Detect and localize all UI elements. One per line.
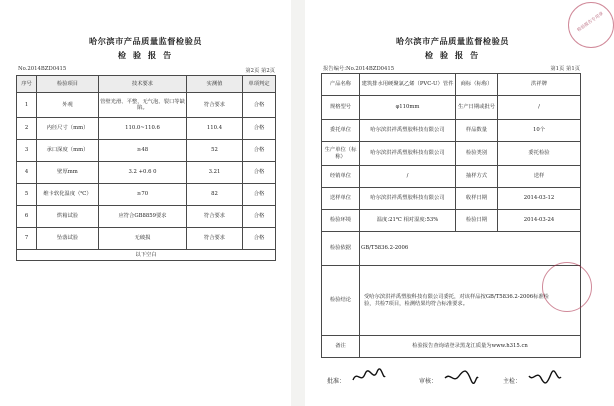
table-end-row	[17, 250, 276, 261]
row-item: 外观	[37, 93, 99, 118]
info-row	[322, 142, 581, 166]
sampling-method-label: 抽样方式	[456, 166, 498, 188]
row-item: 维卡软化温度（℃）	[37, 184, 99, 206]
row-measured: 3.21	[187, 162, 243, 184]
row-item: 坠落试验	[37, 228, 99, 250]
model-label: 规格型号	[322, 96, 360, 120]
info-row	[322, 210, 581, 232]
table-row	[17, 206, 276, 228]
model-value: φ110mm	[360, 96, 456, 120]
info-row	[322, 120, 581, 142]
row-item: 内径尺寸（mm）	[37, 118, 99, 140]
blank-below-note: 以下空白	[17, 250, 276, 261]
received-date-label: 收样日期	[456, 188, 498, 210]
info-row	[322, 96, 581, 120]
brand-label: 商标（标称）	[456, 74, 498, 96]
production-date-label: 生产日期或批号	[456, 96, 498, 120]
row-measured: 符合要求	[187, 93, 243, 118]
seal-text: 检验报告专用章	[576, 11, 605, 34]
header-requirement: 技术要求	[99, 76, 187, 93]
test-type-label: 检验类别	[456, 142, 498, 166]
table-header-row	[17, 76, 276, 93]
inspector-signature	[527, 368, 563, 386]
row-requirement: ≥48	[99, 140, 187, 162]
header-measured: 实测值	[187, 76, 243, 93]
row-item: 烘箱试验	[37, 206, 99, 228]
report-number: 报告编号:No.2014BZD0415	[323, 66, 395, 72]
table-row	[17, 140, 276, 162]
info-row	[322, 166, 581, 188]
approver-signature	[351, 368, 387, 386]
row-judgement: 合格	[243, 228, 276, 250]
row-requirement: 3.2 +0.6 0	[99, 162, 187, 184]
row-measured: 符合要求	[187, 206, 243, 228]
production-date-value: /	[498, 96, 581, 120]
row-judgement: 合格	[243, 162, 276, 184]
test-type-value: 委托检验	[498, 142, 581, 166]
row-judgement: 合格	[243, 184, 276, 206]
row-item: 承口深度（mm）	[37, 140, 99, 162]
environment-value: 温度:21℃ 相对湿度:53%	[360, 210, 456, 232]
received-date-value: 2014-03-12	[498, 188, 581, 210]
page-number: 第1页 第1页	[550, 66, 580, 72]
table-row	[17, 184, 276, 206]
conclusion-label: 检验结论	[322, 266, 360, 336]
maker-label: 生产单位（标称）	[322, 142, 360, 166]
remark-value: 检验报告查询请登录黑龙江质量为www.h315.cn	[360, 336, 581, 358]
brand-value: 洪祥牌	[498, 74, 581, 96]
inspector-label: 主检：	[503, 378, 522, 385]
row-no: 7	[17, 228, 37, 250]
maker-value: 哈尔滨洪祥禹塑胶科技有限公司	[360, 142, 456, 166]
header-no: 序号	[17, 76, 37, 93]
left-report-page	[0, 0, 291, 406]
basis-label: 检验依据	[322, 232, 360, 266]
info-row	[322, 188, 581, 210]
row-requirement: 110.0~110.6	[99, 118, 187, 140]
official-seal	[542, 262, 592, 312]
row-judgement: 合格	[243, 118, 276, 140]
environment-label: 检验环境	[322, 210, 360, 232]
info-row	[322, 266, 581, 336]
product-label: 产品名称	[322, 74, 360, 96]
row-no: 4	[17, 162, 37, 184]
row-requirement: ≥70	[99, 184, 187, 206]
row-measured: 110.4	[187, 118, 243, 140]
row-requirement: 管壁光滑、平整，无气泡、裂口等缺陷。	[99, 93, 187, 118]
test-items-table	[16, 75, 276, 261]
basis-value: GB/T5836.2-2006	[360, 232, 581, 266]
remark-label: 备注	[322, 336, 360, 358]
info-row	[322, 336, 581, 358]
row-requirement: 应符合GB8859要求	[99, 206, 187, 228]
header-judgement: 单项判定	[243, 76, 276, 93]
row-judgement: 合格	[243, 140, 276, 162]
row-measured: 52	[187, 140, 243, 162]
report-info-table	[321, 73, 581, 358]
info-row	[322, 232, 581, 266]
conclusion-value: 受哈尔滨洪祥禹塑胶科技有限公司委托，对该样品按GB/T5836.2-2006标准检验，共检7项目，检测结果均符合标准要求。	[360, 266, 581, 336]
sender-label: 送样单位	[322, 188, 360, 210]
test-date-label: 检验日期	[456, 210, 498, 232]
header-item: 检验项目	[37, 76, 99, 93]
info-row	[322, 74, 581, 96]
seller-label: 经销单位	[322, 166, 360, 188]
review-label: 审核：	[419, 378, 438, 385]
sample-qty-value: 10个	[498, 120, 581, 142]
org-title: 哈尔滨市产品质量监督检验员	[396, 36, 509, 46]
report-title: 检 验 报 告	[117, 50, 174, 60]
row-no: 1	[17, 93, 37, 118]
row-measured: 82	[187, 184, 243, 206]
row-item: 壁厚mm	[37, 162, 99, 184]
row-requirement: 无破损	[99, 228, 187, 250]
reviewer-signature	[443, 368, 479, 386]
table-row	[17, 228, 276, 250]
client-label: 委托单位	[322, 120, 360, 142]
row-judgement: 合格	[243, 93, 276, 118]
page-number: 第2页 第2页	[245, 68, 275, 74]
right-report-page	[305, 0, 605, 406]
org-title: 哈尔滨市产品质量监督检验员	[89, 36, 202, 46]
row-no: 6	[17, 206, 37, 228]
row-no: 3	[17, 140, 37, 162]
row-judgement: 合格	[243, 206, 276, 228]
row-measured: 符合要求	[187, 228, 243, 250]
product-value: 建筑排水用硬聚氯乙烯（PVC-U）管件	[360, 74, 456, 96]
sender-value: 哈尔滨洪祥禹塑胶科技有限公司	[360, 188, 456, 210]
table-row	[17, 118, 276, 140]
row-no: 2	[17, 118, 37, 140]
client-value: 哈尔滨洪祥禹塑胶科技有限公司	[360, 120, 456, 142]
row-no: 5	[17, 184, 37, 206]
sampling-method-value: 送样	[498, 166, 581, 188]
report-title: 检 验 报 告	[424, 50, 481, 60]
test-date-value: 2014-03-24	[498, 210, 581, 232]
table-row	[17, 162, 276, 184]
page-gutter	[291, 0, 305, 406]
sample-qty-label: 样品数量	[456, 120, 498, 142]
report-number: No.2014BZD0415	[18, 66, 67, 72]
seller-value: /	[360, 166, 456, 188]
approve-label: 批准：	[327, 378, 346, 385]
table-row	[17, 93, 276, 118]
